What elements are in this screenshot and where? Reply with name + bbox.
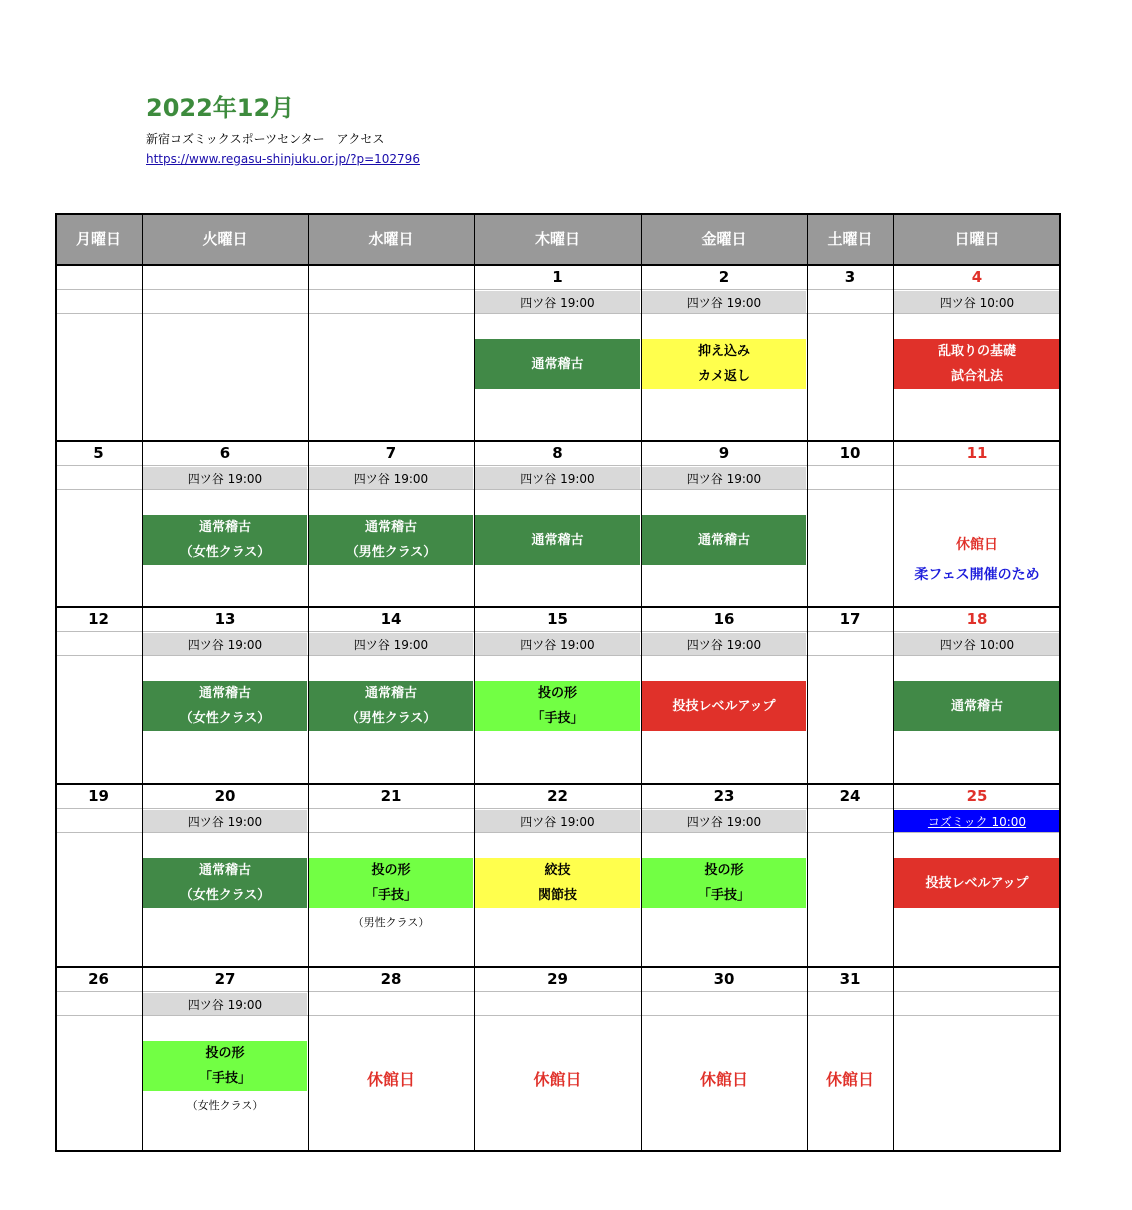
day-number-label: 23	[713, 786, 735, 805]
location-time-label: 四ツ谷 19:00	[353, 471, 429, 486]
event-block	[894, 858, 1060, 908]
day-number-label: 30	[713, 969, 735, 988]
weekday-label: 木曜日	[534, 230, 580, 248]
column-border	[807, 213, 808, 1152]
row-divider	[55, 465, 1061, 466]
location-time	[143, 467, 307, 489]
day-number	[474, 966, 641, 991]
event-label: 抑え込み	[697, 344, 750, 359]
event-label: 関節技	[537, 888, 577, 903]
event-label: 絞技	[544, 863, 571, 878]
event-block	[642, 515, 806, 565]
event-block	[309, 1054, 473, 1106]
location-time	[642, 810, 806, 832]
day-number	[55, 966, 142, 991]
class-note-label: （男性クラス）	[352, 916, 430, 929]
venue-access-label: 新宿コズミックスポーツセンター アクセス	[146, 132, 385, 146]
week-border	[55, 606, 1061, 608]
event-block	[894, 681, 1060, 731]
day-number-label: 27	[214, 969, 236, 988]
week-border	[55, 966, 1061, 968]
event-block	[475, 1054, 640, 1106]
event-label: 投の形	[371, 863, 411, 878]
event-block	[475, 339, 640, 389]
day-number	[308, 264, 474, 289]
weekday-label: 水曜日	[368, 230, 414, 248]
event-label: 休館日	[366, 1070, 415, 1089]
event-label: 通常稽古	[198, 520, 251, 535]
event-label: 通常稽古	[531, 356, 584, 372]
event-label: （女性クラス）	[179, 711, 271, 726]
day-number	[641, 606, 807, 631]
day-number	[641, 440, 807, 465]
day-number-label: 11	[966, 443, 988, 462]
week-border	[55, 783, 1061, 785]
weekday-label: 金曜日	[701, 230, 747, 248]
day-number-label: 24	[839, 786, 861, 805]
row-divider	[55, 631, 1061, 632]
location-time	[642, 467, 806, 489]
location-time-label: 四ツ谷 19:00	[686, 814, 762, 829]
location-time-label: 四ツ谷 19:00	[686, 295, 762, 310]
day-number	[474, 264, 641, 289]
row-divider	[55, 655, 1061, 656]
location-time-label: 四ツ谷 19:00	[520, 471, 595, 486]
event-block	[143, 515, 307, 565]
row-divider	[55, 808, 1061, 809]
weekday-header	[308, 213, 474, 264]
event-block	[475, 858, 640, 908]
row-divider	[55, 489, 1061, 490]
event-label: 柔フェス開催のため	[914, 567, 1040, 583]
day-number-label: 20	[214, 786, 236, 805]
location-time-label: 四ツ谷 19:00	[686, 637, 762, 652]
day-number	[807, 264, 893, 289]
day-number	[474, 440, 641, 465]
column-border	[55, 213, 57, 1152]
event-block	[143, 681, 307, 731]
day-number-label: 3	[844, 267, 856, 286]
location-time-label: 四ツ谷 19:00	[187, 814, 263, 829]
location-time-label: 四ツ谷 19:00	[187, 997, 263, 1012]
day-number-label: 25	[966, 786, 988, 805]
weekday-header	[142, 213, 308, 264]
event-label: 通常稽古	[950, 698, 1003, 714]
access-link[interactable]: https://www.regasu-shinjuku.or.jp/?p=102796	[146, 152, 420, 166]
location-time-label: 四ツ谷 19:00	[187, 471, 263, 486]
event-block	[143, 1041, 307, 1091]
weekday-header	[55, 213, 142, 264]
location-time	[894, 633, 1060, 655]
day-number-label: 1	[552, 267, 563, 286]
day-number	[807, 606, 893, 631]
day-number	[142, 606, 308, 631]
day-number	[142, 966, 308, 991]
day-number	[55, 606, 142, 631]
event-label: 通常稽古	[364, 520, 417, 535]
weekday-header	[807, 213, 893, 264]
day-number	[893, 440, 1061, 465]
location-time-label: 四ツ谷 19:00	[353, 637, 429, 652]
day-number	[142, 440, 308, 465]
row-divider	[55, 289, 1061, 290]
day-number	[55, 440, 142, 465]
event-label: 通常稽古	[198, 863, 251, 878]
day-number	[641, 783, 807, 808]
event-label: 投技レベルアップ	[672, 698, 776, 714]
day-number	[893, 966, 1061, 991]
weekday-header	[474, 213, 641, 264]
event-block	[808, 1054, 892, 1106]
location-time	[475, 633, 640, 655]
day-number-label: 18	[966, 609, 988, 628]
day-number	[142, 264, 308, 289]
day-number-label: 2	[718, 267, 730, 286]
class-note	[309, 910, 473, 934]
week-border	[55, 213, 1061, 215]
day-number	[893, 606, 1061, 631]
location-time	[143, 633, 307, 655]
event-label: 通常稽古	[198, 686, 251, 701]
day-number	[474, 783, 641, 808]
day-number-label: 15	[547, 609, 568, 628]
location-time	[143, 810, 307, 832]
day-number	[641, 966, 807, 991]
day-number	[474, 606, 641, 631]
week-border	[55, 264, 1061, 266]
location-time-label: 四ツ谷 19:00	[686, 471, 762, 486]
day-number-label: 21	[380, 786, 402, 805]
event-label: 通常稽古	[697, 532, 750, 548]
event-label: （女性クラス）	[179, 888, 271, 903]
day-number	[308, 606, 474, 631]
location-time-label: 四ツ谷 10:00	[939, 637, 1015, 652]
location-time	[642, 633, 806, 655]
class-note-label: （女性クラス）	[186, 1099, 264, 1112]
event-block	[642, 681, 806, 731]
day-number	[55, 783, 142, 808]
day-number-label: 13	[214, 609, 236, 628]
location-time-label: コズミック 10:00	[927, 814, 1027, 829]
row-divider	[55, 1015, 1061, 1016]
day-number-label: 7	[385, 443, 397, 462]
location-time	[475, 467, 640, 489]
event-label: 試合礼法	[950, 369, 1003, 384]
location-time	[475, 291, 640, 313]
location-time-label: 四ツ谷 19:00	[520, 814, 595, 829]
week-border	[55, 1150, 1061, 1152]
day-number-label: 28	[380, 969, 402, 988]
column-border	[1059, 213, 1061, 1152]
day-number	[641, 264, 807, 289]
calendar-grid	[55, 213, 1061, 1152]
event-block	[309, 681, 473, 731]
location-time	[642, 291, 806, 313]
event-block	[642, 1054, 806, 1106]
event-label: 通常稽古	[364, 686, 417, 701]
location-time-label: 四ツ谷 19:00	[520, 295, 595, 310]
day-number-label: 8	[552, 443, 563, 462]
day-number	[55, 264, 142, 289]
day-number-label: 12	[88, 609, 109, 628]
event-label: 投の形	[704, 863, 744, 878]
row-divider	[55, 832, 1061, 833]
location-time	[475, 810, 640, 832]
column-border	[893, 213, 894, 1152]
day-number-label: 6	[219, 443, 231, 462]
event-label: （男性クラス）	[345, 711, 437, 726]
event-label: 「手技」	[697, 888, 750, 903]
event-label: （女性クラス）	[179, 545, 271, 560]
column-border	[641, 213, 642, 1152]
day-number	[807, 966, 893, 991]
event-label: 「手技」	[198, 1071, 251, 1086]
column-border	[308, 213, 309, 1152]
location-time-label: 四ツ谷 19:00	[187, 637, 263, 652]
day-number-label: 22	[547, 786, 568, 805]
day-number-label: 5	[93, 443, 104, 462]
event-block	[894, 339, 1060, 389]
day-number-label: 14	[380, 609, 402, 628]
location-time	[143, 993, 307, 1015]
event-block	[309, 858, 473, 908]
event-block	[642, 339, 806, 389]
location-time-label: 四ツ谷 10:00	[939, 295, 1015, 310]
weekday-label: 土曜日	[827, 230, 873, 248]
day-number	[142, 783, 308, 808]
event-label: 通常稽古	[531, 532, 584, 548]
event-label: 休館日	[956, 537, 998, 553]
day-number-label: 19	[88, 786, 109, 805]
day-number	[308, 783, 474, 808]
weekday-header	[893, 213, 1061, 264]
weekday-label: 火曜日	[202, 230, 248, 248]
day-number-label: 4	[971, 267, 983, 286]
event-block	[642, 858, 806, 908]
weekday-label: 月曜日	[75, 230, 121, 248]
location-time	[894, 291, 1060, 313]
event-label: （男性クラス）	[345, 545, 437, 560]
row-divider	[55, 313, 1061, 314]
class-note	[143, 1093, 307, 1117]
day-number-label: 31	[839, 969, 861, 988]
location-time	[309, 633, 473, 655]
day-number	[308, 966, 474, 991]
day-number	[807, 440, 893, 465]
location-time[interactable]	[894, 810, 1060, 832]
column-border	[474, 213, 475, 1152]
event-label: 投の形	[537, 686, 577, 701]
day-number-label: 10	[839, 443, 861, 462]
event-label: 休館日	[825, 1070, 874, 1089]
event-label: 乱取りの基礎	[937, 344, 1016, 359]
location-time-label: 四ツ谷 19:00	[520, 637, 595, 652]
day-number	[893, 783, 1061, 808]
weekday-label: 日曜日	[954, 230, 1000, 248]
event-block	[475, 681, 640, 731]
event-label: 投の形	[205, 1046, 245, 1061]
day-number-label: 26	[88, 969, 109, 988]
event-label: 「手技」	[531, 711, 584, 726]
event-block	[309, 515, 473, 565]
day-number	[893, 264, 1061, 289]
event-label: カメ返し	[697, 369, 750, 384]
day-number-label: 17	[839, 609, 861, 628]
column-border	[142, 213, 143, 1152]
day-number-label: 29	[547, 969, 568, 988]
event-label: 投技レベルアップ	[925, 875, 1029, 891]
day-number	[807, 783, 893, 808]
day-number-label: 16	[713, 609, 735, 628]
event-label: 「手技」	[364, 888, 417, 903]
row-divider	[55, 991, 1061, 992]
event-block	[475, 515, 640, 565]
day-number-label: 9	[718, 443, 730, 462]
location-time	[309, 467, 473, 489]
weekday-header	[641, 213, 807, 264]
event-block	[894, 513, 1060, 607]
event-label: 休館日	[533, 1070, 582, 1089]
event-label: 休館日	[699, 1070, 748, 1089]
event-block	[143, 858, 307, 908]
day-number	[308, 440, 474, 465]
page-title: 2022年12月	[146, 94, 295, 122]
week-border	[55, 440, 1061, 442]
